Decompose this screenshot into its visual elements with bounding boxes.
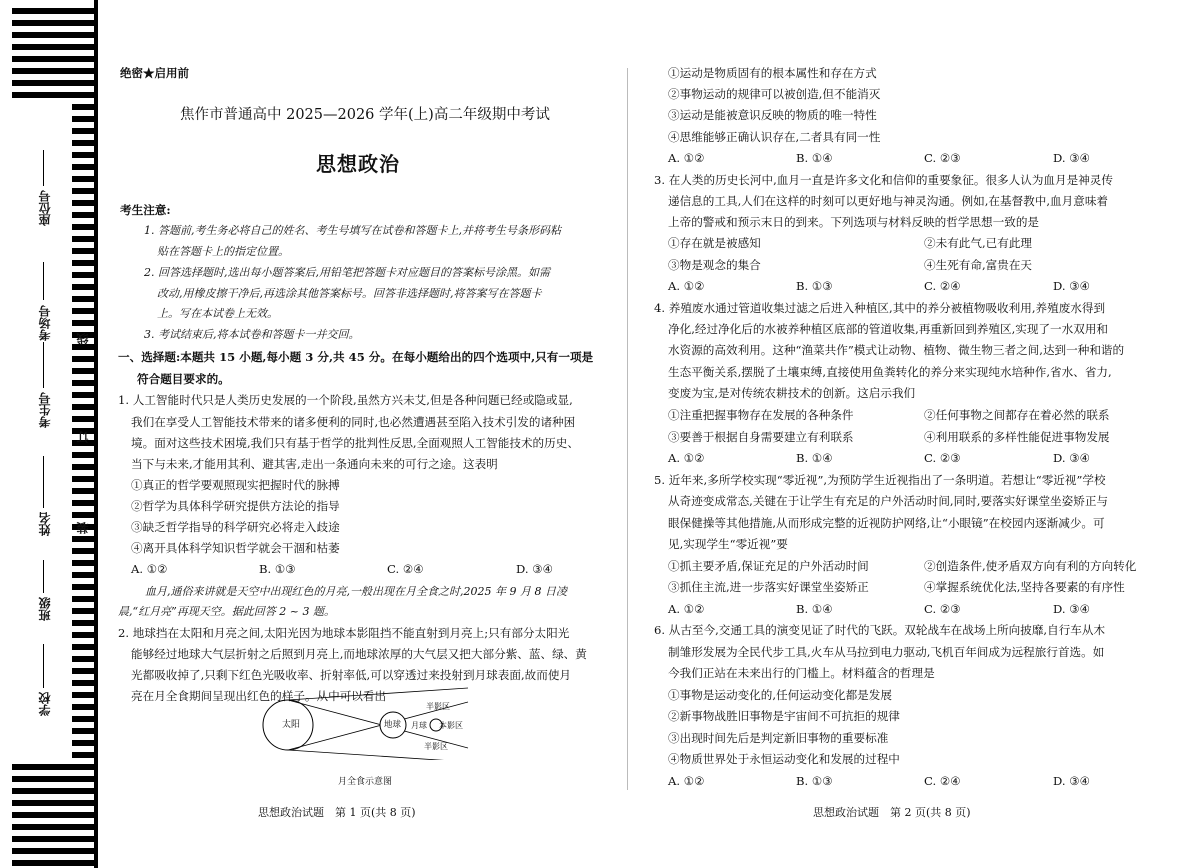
barcode-stripe	[72, 284, 94, 290]
q4-stem: 变废为宝,是对传统农耕技术的创新。这启示我们	[668, 386, 916, 400]
q1-statement: ④离开具体科学知识哲学就会干涸和枯萎	[131, 541, 340, 555]
q4-stem: 生态平衡关系,摆脱了土壤束缚,直接使用鱼粪转化的养分来实现纯水培种作,省水、省力,	[668, 365, 1112, 379]
barcode-stripe	[72, 308, 94, 314]
q2-statement: ①运动是物质固有的根本属性和存在方式	[668, 66, 877, 80]
barcode-stripe	[72, 200, 94, 206]
seat-line	[43, 150, 44, 186]
q6-statement: ①事物是运动变化的,任何运动变化都是发展	[668, 688, 892, 702]
q5-option-d[interactable]: D. ③④	[1053, 602, 1091, 616]
penumbra-top-label: 半影区	[426, 702, 450, 711]
q3-option-d[interactable]: D. ③④	[1053, 279, 1091, 293]
barcode-stripe	[72, 488, 94, 494]
class-line	[43, 560, 44, 593]
notice-heading: 考生注意:	[120, 203, 171, 217]
q1-option-a[interactable]: A. ①②	[131, 562, 168, 576]
barcode-stripe	[72, 380, 94, 386]
q4-stem: 4. 养殖废水通过管道收集过滤之后进入种植区,其中的养分被植物吸收利用,养殖废水得到	[654, 301, 1106, 315]
q4-statement: ④利用联系的多样性能促进事物发展	[924, 430, 1110, 444]
cut-line-char-zhuang: 装	[76, 522, 90, 534]
name-label: 姓名	[38, 512, 52, 536]
q4-option-c[interactable]: C. ②③	[924, 451, 961, 465]
room-label: 考场号	[38, 305, 52, 341]
earth-label: 地球	[384, 720, 402, 730]
barcode-stripe	[72, 752, 94, 758]
barcode-stripe	[72, 728, 94, 734]
barcode-stripe	[72, 500, 94, 506]
q2-statement: ②事物运动的规律可以被创造,但不能消灭	[668, 87, 881, 101]
q2-stem: 能够经过地球大气层折射之后照到月亮上,而地球浓厚的大气层又把大部分紫、蓝、绿、黄	[131, 647, 587, 661]
barcode-stripe	[72, 632, 94, 638]
barcode-stripe	[12, 44, 94, 50]
barcode-stripe	[72, 212, 94, 218]
material-text: 晨,“红月亮”再现天空。据此回答 2 ~ 3 题。	[118, 605, 335, 618]
barcode-stripe	[12, 764, 94, 770]
q4-statement: ①注重把握事物存在发展的各种条件	[668, 408, 854, 422]
barcode-stripe	[72, 584, 94, 590]
q3-option-b[interactable]: B. ①③	[796, 279, 833, 293]
q1-stem: 1. 人工智能时代只是人类历史发展的一个阶段,虽然方兴未艾,但是各种问题已经或隐或显,	[118, 393, 573, 407]
barcode-stripe	[72, 272, 94, 278]
q1-statement: ①真正的哲学要观照现实把握时代的脉搏	[131, 478, 340, 492]
diagram-caption: 月全食示意图	[338, 777, 393, 787]
barcode-stripe	[72, 164, 94, 170]
q6-option-a[interactable]: A. ①②	[668, 774, 705, 788]
barcode-stripe	[12, 788, 94, 794]
q3-stem: 3. 在人类的历史长河中,血月一直是许多文化和信仰的重要象征。很多人认为血月是神灵传	[654, 173, 1113, 187]
barcode-stripe	[72, 644, 94, 650]
q1-options	[131, 560, 611, 579]
barcode-stripe	[72, 512, 94, 518]
class-label: 班级	[38, 597, 52, 621]
seat-label: 座位号	[38, 190, 52, 226]
q1-stem: 境。面对这些技术困境,我们只有基于哲学的批判性反思,全面观照人工智能技术的历史、	[131, 436, 579, 450]
q6-statement: ②新事物战胜旧事物是宇宙间不可抗拒的规律	[668, 709, 900, 723]
secret-mark: 绝密★启用前	[120, 66, 189, 80]
barcode-stripe	[72, 560, 94, 566]
barcode-stripe	[72, 176, 94, 182]
umbra-label: 本影区	[439, 721, 463, 730]
barcode-stripe	[72, 740, 94, 746]
notice-line: 改动,用橡皮擦干净后,再选涂其他答案标号。回答非选择题时,将答案写在答题卡	[157, 287, 542, 300]
q6-stem: 今我们正站在未来出行的门槛上。材料蕴含的哲理是	[668, 666, 935, 680]
barcode-stripe	[72, 128, 94, 134]
barcode-stripe	[72, 140, 94, 146]
q1-stem: 我们在享受人工智能技术带来的诸多便利的同时,也必然遭遇甚至陷入技术引发的诸种困	[131, 415, 576, 429]
section-heading: 一、选择题:本题共 15 小题,每小题 3 分,共 45 分。在每小题给出的四个选项中,只有一项是	[118, 350, 594, 364]
barcode-stripe	[72, 236, 94, 242]
barcode-stripe	[72, 248, 94, 254]
barcode-stripe	[72, 320, 94, 326]
barcode-stripe	[72, 548, 94, 554]
q4-stem: 水资源的高效利用。这种“渔菜共作”模式让动物、植物、微生物三者之间,达到一种和谐的	[668, 343, 1125, 357]
barcode-stripe	[72, 404, 94, 410]
q5-stem: 眼保健操等其他措施,从而形成完整的近视防护网络,让“小眼镜”在校园内逐渐减少。可	[668, 516, 1105, 530]
q3-stem: 递信息的工具,人们在这样的时刻可以更好地与神灵沟通。例如,在基督教中,血月意味着	[668, 194, 1109, 208]
barcode-stripe	[72, 116, 94, 122]
q1-option-c[interactable]: C. ②④	[387, 562, 424, 576]
q6-option-d[interactable]: D. ③④	[1053, 774, 1091, 788]
barcode-stripe	[12, 824, 94, 830]
q6-statement: ③出现时间先后是判定新旧事物的重要标准	[668, 731, 889, 745]
barcode-stripe	[12, 56, 94, 62]
q5-statement: ④掌握系统优化法,坚持各要素的有序性	[924, 580, 1125, 594]
q1-stem: 当下与未来,才能用其利、避其害,走出一条通向未来的可行之途。这表明	[131, 457, 498, 471]
barcode-stripe	[72, 104, 94, 110]
q4-option-d[interactable]: D. ③④	[1053, 451, 1091, 465]
q2-stem: 2. 地球挡在太阳和月亮之间,太阳光因为地球本影阻挡不能直射到月亮上;只有部分太阳光	[118, 626, 570, 640]
sun-label: 太阳	[282, 720, 301, 730]
barcode-stripe	[12, 860, 94, 866]
column-divider	[627, 68, 628, 790]
exam-no-line	[43, 342, 44, 388]
barcode-stripe	[72, 260, 94, 266]
q1-option-b[interactable]: B. ①③	[259, 562, 296, 576]
barcode-stripe	[72, 716, 94, 722]
q3-options	[668, 277, 1148, 296]
q2-option-b[interactable]: B. ①④	[796, 151, 833, 165]
section-heading-cont: 符合题目要求的。	[137, 372, 230, 386]
name-line	[43, 456, 44, 508]
q5-stem: 见,实现学生“零近视”要	[668, 537, 788, 551]
barcode-stripe	[72, 572, 94, 578]
q6-stem: 制雏形发展为全民代步工具,火车从马拉到电力驱动,飞机百年间成为远程旅行首选。如	[668, 645, 1105, 659]
barcode-stripe	[72, 608, 94, 614]
barcode-stripe	[12, 20, 94, 26]
q6-option-b[interactable]: B. ①③	[796, 774, 833, 788]
barcode-stripe	[72, 596, 94, 602]
school-line	[43, 644, 44, 688]
q4-statement: ③要善于根据自身需要建立有利联系	[668, 430, 854, 444]
barcode-stripe	[72, 224, 94, 230]
barcode-stripe	[72, 536, 94, 542]
q3-option-c[interactable]: C. ②④	[924, 279, 961, 293]
barcode-stripe	[72, 620, 94, 626]
barcode-stripe	[72, 296, 94, 302]
q2-stem: 亮在月全食期间呈现出红色的样子。从中可以看出	[131, 689, 387, 703]
barcode-stripe	[72, 464, 94, 470]
barcode-stripe	[72, 188, 94, 194]
q1-statement: ②哲学为具体科学研究提供方法论的指导	[131, 499, 340, 513]
binding-spine	[94, 0, 98, 868]
notice-line: 2. 回答选择题时,选出每小题答案后,用铅笔把答题卡对应题目的答案标号涂黑。如需	[144, 266, 550, 279]
q1-option-d[interactable]: D. ③④	[516, 562, 554, 576]
q2-option-c[interactable]: C. ②③	[924, 151, 961, 165]
barcode-stripe	[12, 8, 94, 14]
barcode-stripe	[72, 152, 94, 158]
barcode-stripe	[12, 776, 94, 782]
footer-left: 思想政治试题 第 1 页(共 8 页)	[258, 806, 416, 819]
notice-line: 3. 考试结束后,将本试卷和答题卡一并交回。	[144, 328, 360, 341]
q5-statement: ③抓住主流,进一步落实好课堂坐姿矫正	[668, 580, 869, 594]
barcode-stripe	[12, 80, 94, 86]
barcode-stripe	[72, 668, 94, 674]
q2-stem: 光都吸收掉了,只剩下红色光吸收率、折射率低,可以穿透过来投射到月球表面,故而使月	[131, 668, 572, 682]
room-line	[43, 262, 44, 300]
barcode-stripe	[72, 452, 94, 458]
moon-label: 月球	[411, 721, 427, 730]
q5-stem: 5. 近年来,多所学校实现“零近视”,为预防学生近视指出了一条明道。若想让“零近视”学校	[654, 473, 1106, 487]
cut-line-char-ding: 订	[76, 431, 90, 443]
q5-option-c[interactable]: C. ②③	[924, 602, 961, 616]
q5-statement: ①抓主要矛盾,保证充足的户外活动时间	[668, 559, 869, 573]
notice-line: 上。写在本试卷上无效。	[157, 307, 278, 320]
barcode-stripe	[12, 848, 94, 854]
q3-statement: ②未有此气,已有此理	[924, 236, 1033, 250]
q5-option-b[interactable]: B. ①④	[796, 602, 833, 616]
subject-title: 思想政治	[316, 152, 400, 176]
barcode-stripe	[72, 416, 94, 422]
notice-line: 贴在答题卡上的指定位置。	[157, 245, 289, 258]
barcode-stripe	[12, 836, 94, 842]
q6-option-c[interactable]: C. ②④	[924, 774, 961, 788]
barcode-stripe	[72, 368, 94, 374]
q3-option-a[interactable]: A. ①②	[668, 279, 705, 293]
penumbra-bottom-label: 半影区	[424, 742, 448, 751]
barcode-stripe	[12, 92, 94, 98]
barcode-stripe	[12, 800, 94, 806]
q2-options	[668, 149, 1148, 168]
barcode-stripe	[72, 680, 94, 686]
q2-statement: ③运动是能被意识反映的物质的唯一特性	[668, 108, 877, 122]
cut-line-char-xian: 线	[76, 333, 90, 345]
q5-statement: ②创造条件,使矛盾双方向有利的方向转化	[924, 559, 1137, 573]
notice-line: 1. 答题前,考生务必将自己的姓名、考生号填写在试卷和答题卡上,并将考生号条形码粘	[144, 224, 561, 237]
exam-no-label: 考生号	[38, 392, 52, 428]
barcode-stripe	[72, 656, 94, 662]
q3-statement: ①存在就是被感知	[668, 236, 761, 250]
q5-option-a[interactable]: A. ①②	[668, 602, 705, 616]
barcode-stripe	[72, 356, 94, 362]
barcode-stripe	[12, 32, 94, 38]
q3-stem: 上帝的警戒和预示末日的到来。下列选项与材料反映的哲学思想一致的是	[668, 215, 1040, 229]
footer-right: 思想政治试题 第 2 页(共 8 页)	[813, 806, 971, 819]
q3-statement: ④生死有命,富贵在天	[924, 258, 1033, 272]
q2-statement: ④思维能够正确认识存在,二者具有同一性	[668, 130, 881, 144]
q2-option-d[interactable]: D. ③④	[1053, 151, 1091, 165]
barcode-stripe	[12, 68, 94, 74]
barcode-stripe	[72, 692, 94, 698]
q4-option-b[interactable]: B. ①④	[796, 451, 833, 465]
barcode-stripe	[72, 392, 94, 398]
q6-stem: 6. 从古至今,交通工具的演变见证了时代的飞跃。双轮战车在战场上所向披靡,自行车从木	[654, 623, 1106, 637]
q3-statement: ③物是观念的集合	[668, 258, 761, 272]
q4-options	[668, 449, 1148, 468]
q2-option-a[interactable]: A. ①②	[668, 151, 705, 165]
barcode-stripe	[72, 476, 94, 482]
barcode-stripe	[12, 812, 94, 818]
school-label: 学校	[38, 692, 52, 716]
q4-statement: ②任何事物之间都存在着必然的联系	[924, 408, 1110, 422]
q1-statement: ③缺乏哲学指导的科学研究必将走入歧途	[131, 520, 340, 534]
material-text: 血月,通俗来讲就是天空中出现红色的月亮,一般出现在月全食之时,2025 年 9 月 8 日凌	[145, 585, 567, 598]
exam-title: 焦作市普通高中 2025—2026 学年(上)高二年级期中考试	[180, 107, 550, 123]
q6-options	[668, 772, 1148, 791]
q4-stem: 净化,经过净化后的水被养种植区底部的管道收集,再重新回到养殖区,实现了一水双用和	[668, 322, 1109, 336]
q6-statement: ④物质世界处于永恒运动变化和发展的过程中	[668, 752, 900, 766]
q4-option-a[interactable]: A. ①②	[668, 451, 705, 465]
q5-stem: 从奇迹变成常态,关键在于让学生有充足的户外活动时间,同时,要落实好课堂坐姿矫正与	[668, 494, 1109, 508]
barcode-stripe	[72, 704, 94, 710]
q5-options	[668, 600, 1148, 619]
